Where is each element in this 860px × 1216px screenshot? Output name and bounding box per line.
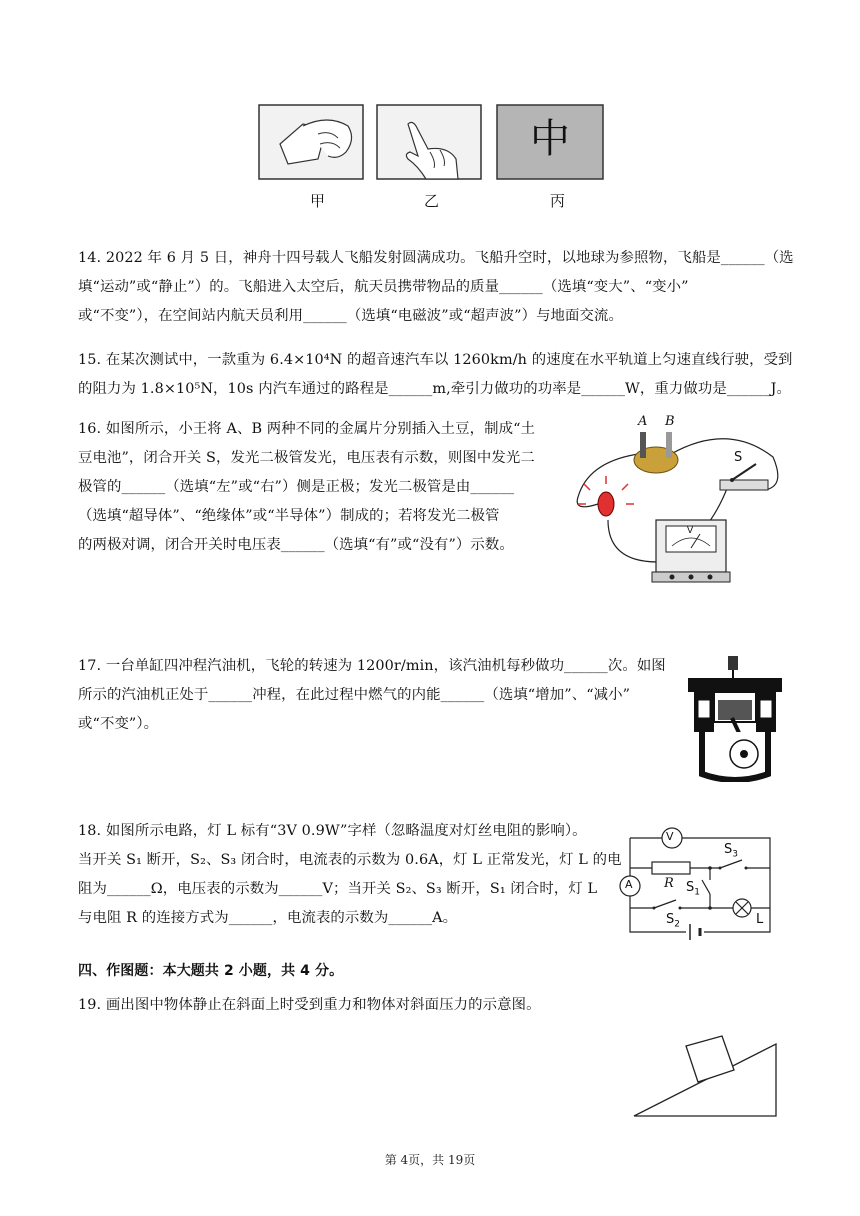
switch-s1-symbol [702,880,710,894]
engine-figure [688,656,782,782]
metal-plate-b [666,432,672,458]
incline-figure [630,1030,780,1120]
q15-line: 的阻力为 1.8×10⁵N，10s 内汽车通过的路程是______m,牵引力做功的功率是______W，重力做功是______J。 [78,381,791,397]
question-17 [78,652,666,739]
q18-line: 与电阻 R 的连接方式为______，电流表的示数为______A。 [78,910,458,926]
q18-line: 阻为______Ω，电压表的示数为______V；当开关 S₂、S₃ 断开，S₁ 闭合时，灯 L [78,881,598,897]
q16-line: 的两极对调，闭合开关时电压表______（选填“有”或“没有”）示数。 [78,537,514,553]
top-figure [258,104,604,214]
question-19: 19. 画出图中物体静止在斜面上时受到重力和物体对斜面压力的示意图。 [78,997,541,1013]
label-l: L [756,912,764,927]
q14-line: 14. 2022 年 6 月 5 日，神舟十四号载人飞船发射圆满成功。飞船升空时，以地球为参照物，飞船是______（选 [78,250,794,266]
q16-line: （选填“超导体”、“绝缘体”或“半导体”）制成的；若将发光二极管 [78,508,500,524]
label-s2: $S_2$ [666,912,680,930]
q15-line: 15. 在某次测试中，一款重为 6.4×10⁴N 的超音速汽车以 1260km/h 的速度在水平轨道上匀速直线行驶，受到 [78,352,793,368]
page-footer: 第 4页，共 19页 [384,1153,476,1167]
q17-line: 或“不变”）。 [78,716,159,732]
label-bing: 丙 [550,192,566,210]
switch-icon [720,464,768,490]
q17-line: 17. 一台单缸四冲程汽油机，飞轮的转速为 1200r/min，该汽油机每秒做功______次。如图 [78,658,666,674]
label-yi: 乙 [424,192,440,210]
resistor-symbol [652,862,690,874]
label-v: V [687,526,694,536]
metal-plate-a [640,432,646,458]
panel-jia [259,105,363,179]
label-b: B [665,414,675,429]
question-14 [78,244,794,331]
led-icon [578,476,634,516]
incline-diagram [630,1030,780,1120]
q16-line: 豆电池”，闭合开关 S，发光二极管发光，电压表有示数，则图中发光二 [78,450,535,466]
circuit-figure [616,824,788,944]
label-s: S [734,450,743,465]
engine-icon [688,656,782,782]
label-r: R [664,876,674,891]
q18-line: 当开关 S₁ 断开，S₂、S₃ 闭合时，电流表的示数为 0.6A，灯 L 正常发光，灯 L 的电 [78,852,622,868]
label-s1: $S_1$ [686,880,700,898]
question-18 [78,817,622,933]
potato-circuit-diagram [568,412,788,592]
q16-line: 16. 如图所示，小王将 A、B 两种不同的金属片分别插入土豆，制成“土 [78,421,536,437]
label-s3: $S_3$ [724,842,738,860]
question-15 [78,346,793,404]
panel-yi [377,105,481,179]
q14-line: 填“运动”或“静止”）的。飞船进入太空后，航天员携带物品的质量______（选填“变大”、“变小” [78,279,689,295]
q17-line: 所示的汽油机正处于______冲程，在此过程中燃气的内能______（选填“增加”、“减小” [78,687,631,703]
wire [608,520,658,562]
label-a: A [638,414,648,429]
q18-line: 18. 如图所示电路，灯 L 标有“3V 0.9W”字样（忽略温度对灯丝电阻的影响）。 [78,823,587,839]
potato-battery-figure [568,412,788,592]
question-16 [78,415,535,560]
panel-bing-char: 中 [530,116,570,162]
label-a: A [625,878,633,891]
section-4-heading: 四、作图题：本大题共 2 小题，共 4 分。 [78,963,344,979]
label-v: V [666,830,674,843]
q16-line: 极管的______（选填“左”或“右”）侧是正极；发光二极管是由______ [78,479,515,495]
q14-line: 或“不变”），在空间站内航天员利用______（选填“电磁波”或“超声波”）与地面交流。 [78,308,624,324]
label-jia: 甲 [310,192,326,210]
